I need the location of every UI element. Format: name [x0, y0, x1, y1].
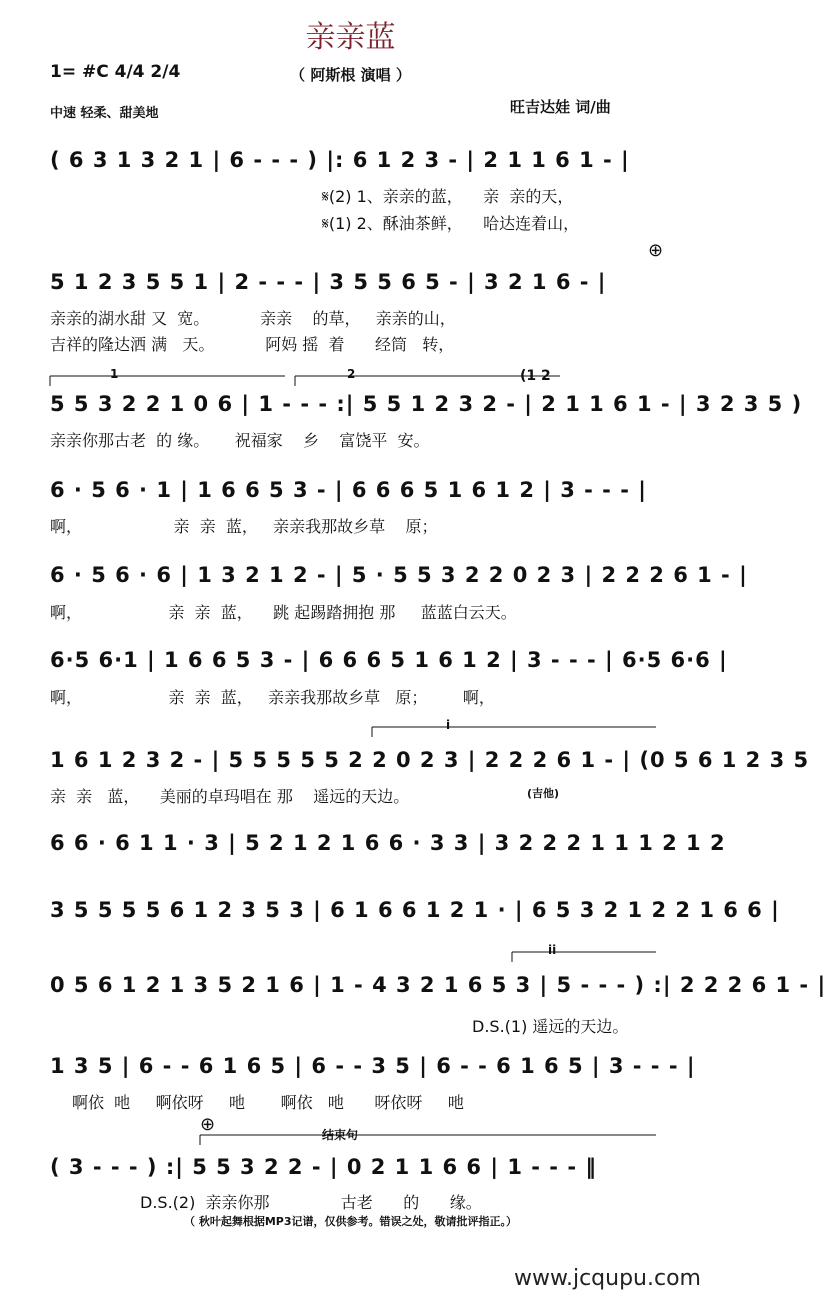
volta-ii-label: ii: [548, 943, 557, 957]
notation-row: ( 3 - - - ) :| 5 5 3 2 2 - | 0 2 1 1 6 6 | 1 - - - ‖: [50, 1155, 597, 1179]
ending-label: 结束句: [322, 1128, 359, 1142]
notation-row: 1 3 5 | 6 - - 6 1 6 5 | 6 - - 3 5 | 6 - - 6 1 6 5 | 3 - - - |: [50, 1054, 696, 1078]
key-signature: 1= #C 4/4 2/4: [50, 62, 181, 82]
author-credit: 旺吉达娃 词/曲: [510, 98, 611, 116]
transcription-note: （ 秋叶起舞根据MP3记谱，仅供参考。错误之处，敬请批评指正。）: [184, 1215, 517, 1228]
lyric-line: 啊， 亲 亲 蓝， 亲亲我那故乡草 原；: [50, 517, 438, 536]
volta-2-label: 2: [347, 367, 356, 381]
singer-credit: （ 阿斯根 演唱 ）: [290, 66, 411, 84]
notation-row: 0 5 6 1 2 1 3 5 2 1 6 | 1 - 4 3 2 1 6 5 3 | 5 - - - ) :| 2 2 2 6 1 - |: [50, 973, 826, 997]
guitar-label: (吉他): [527, 787, 560, 800]
lyric-line: 啊， 亲 亲 蓝， 跳 起踢踏拥抱 那 蓝蓝白云天。: [50, 603, 517, 622]
lyric-line: 亲亲的湖水甜 又 宽。 亲亲 的草， 亲亲的山，: [50, 309, 456, 328]
notation-row: 6·5 6·1 | 1 6 6 5 3 - | 6 6 6 5 1 6 1 2 | 3 - - - | 6·5 6·6 |: [50, 648, 728, 672]
notation-row: ( 6 3 1 3 2 1 | 6 - - - ) |: 6 1 2 3 - | 2 1 1 6 1 - |: [50, 148, 630, 172]
lyric-line: 亲 亲 蓝， 美丽的卓玛唱在 那 遥远的天边。: [50, 787, 410, 806]
site-watermark: www.jcqupu.com: [514, 1266, 701, 1291]
notation-row: 5 5 3 2 2 1 0 6 | 1 - - - :| 5 5 1 2 3 2 - | 2 1 1 6 1 - | 3 2 3 5 ): [50, 392, 803, 416]
volta-12-label: (1 2: [520, 368, 551, 384]
coda-icon: ⊕: [648, 240, 664, 261]
lyric-line: 𝄋(1) 2、酥油茶鲜， 哈达连着山，: [322, 214, 580, 233]
lyric-line: D.S.(2) 亲亲你那 古老 的 缘。: [140, 1193, 482, 1212]
lyric-line: 吉祥的隆达洒 满 天。 阿妈 摇 着 经筒 转，: [50, 335, 455, 354]
notation-row: 1 6 1 2 3 2 - | 5 5 5 5 5 2 2 0 2 3 | 2 2 2 6 1 - | (0 5 6 1 2 3 5: [50, 748, 810, 772]
notation-row: 3 5 5 5 5 6 1 2 3 5 3 | 6 1 6 6 1 2 1 · | 6 5 3 2 1 2 2 1 6 6 |: [50, 898, 780, 922]
lyric-line: 啊依 吔 啊依呀 吔 啊依 吔 呀依呀 吔: [72, 1093, 464, 1112]
lyric-line: D.S.(1) 遥远的天边。: [472, 1017, 629, 1036]
lyric-line: 啊， 亲 亲 蓝， 亲亲我那故乡草 原； 啊，: [50, 688, 495, 707]
notation-row: 5 1 2 3 5 5 1 | 2 - - - | 3 5 5 6 5 - | 3 2 1 6 - |: [50, 270, 607, 294]
volta-1-label: 1: [110, 367, 119, 381]
song-title: 亲亲蓝: [305, 20, 396, 55]
notation-row: 6 6 · 6 1 1 · 3 | 5 2 1 2 1 6 6 · 3 3 | 3 2 2 2 1 1 1 2 1 2: [50, 831, 726, 855]
lyric-line: 亲亲你那古老 的 缘。 祝福家 乡 富饶平 安。: [50, 431, 430, 450]
tempo-marking: 中速 轻柔、甜美地: [50, 106, 159, 121]
coda-icon: ⊕: [200, 1114, 216, 1135]
notation-row: 6 · 5 6 · 6 | 1 3 2 1 2 - | 5 · 5 5 3 2 2 0 2 3 | 2 2 2 6 1 - |: [50, 563, 748, 587]
notation-row: 6 · 5 6 · 1 | 1 6 6 5 3 - | 6 6 6 5 1 6 1 2 | 3 - - - |: [50, 478, 647, 502]
volta-i-label: i: [446, 718, 451, 732]
lyric-line: 𝄋(2) 1、亲亲的蓝， 亲 亲的天，: [322, 187, 574, 206]
